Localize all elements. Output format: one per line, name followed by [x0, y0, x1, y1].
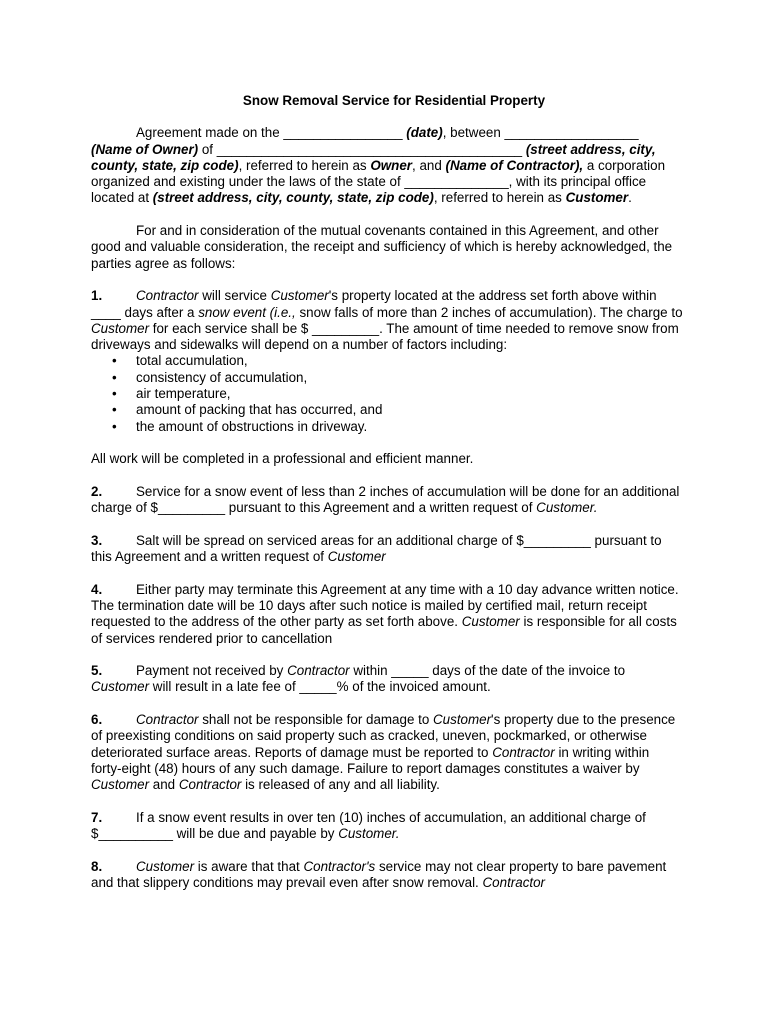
- text: shall not be responsible for damage to: [198, 711, 433, 727]
- term: Contractor: [136, 711, 199, 727]
- section-6: [91, 712, 683, 793]
- text: Service for a snow event of less than 2 inches of accumulation will be done for an additional charge of $_________ pursuant to this Agreement and a written request of: [91, 483, 680, 516]
- text: , referred to herein as: [433, 190, 566, 206]
- text: 's property due to the presence of preexisting conditions on said property such as cracked, uneven, pockmarked, or otherwise deteriorated surface areas. Reports of damage must be reported to: [91, 711, 676, 760]
- term: Contractor: [492, 744, 555, 760]
- term: snow event (i.e.,: [198, 304, 296, 320]
- text: snow falls of more than 2 inches of accumulation). The charge to: [295, 304, 683, 320]
- text: in writing within forty-eight (48) hours of any such damage. Failure to report damages constitutes a waiver by: [91, 744, 650, 776]
- customer-term: Customer: [565, 190, 629, 206]
- section-number: 8.: [91, 858, 103, 874]
- term: Contractor's: [303, 858, 376, 874]
- section-number: 4.: [91, 581, 103, 597]
- term: Customer: [433, 711, 492, 727]
- text: within _____ days of the date of the invoice to: [349, 663, 626, 679]
- term: Customer: [461, 614, 520, 630]
- text: Payment not received by: [136, 663, 288, 679]
- term: Customer: [91, 320, 150, 336]
- text: is released of any and all liability.: [241, 777, 440, 793]
- date-placeholder: (date): [406, 125, 443, 141]
- text: , referred to herein as: [238, 157, 371, 173]
- text: is aware that that: [194, 858, 304, 874]
- section-4: [91, 582, 683, 647]
- text: .: [628, 190, 632, 206]
- term: Customer: [91, 777, 150, 793]
- list-item: • amount of packing that has occurred, and: [91, 402, 683, 418]
- text: , between __________________: [442, 125, 639, 141]
- document-title: Snow Removal Service for Residential Property: [242, 93, 546, 108]
- owner-address-placeholder: (street address, city, county, state, zip code): [91, 141, 656, 173]
- contractor-address-placeholder: (street address, city, county, state, zip code): [152, 190, 434, 206]
- text: will result in a late fee of _____% of the invoiced amount.: [149, 679, 491, 695]
- term: Contractor: [136, 288, 199, 304]
- text: Agreement made on the ________________: [136, 125, 407, 141]
- text: Salt will be spread on serviced areas for an additional charge of $_________ pursuant to this Agreement and a written request of: [91, 532, 662, 565]
- term: Customer: [270, 288, 329, 304]
- section-number: 5.: [91, 663, 103, 679]
- section-number: 3.: [91, 532, 103, 548]
- section-3: [91, 533, 683, 566]
- term: Customer: [91, 679, 150, 695]
- list-item: • total accumulation,: [91, 353, 683, 369]
- intro-paragraph: [91, 125, 683, 206]
- term: Customer: [136, 858, 195, 874]
- text: , and: [412, 157, 446, 173]
- text: for each service shall be $ _________. The amount of time needed to remove snow from driveways and sidewalks will depend on a number of factors including:: [91, 320, 679, 353]
- section-number: 6.: [91, 711, 103, 727]
- section-number: 7.: [91, 809, 103, 825]
- text: Either party may terminate this Agreement at any time with a 10 day advance written notice. The termination date will be 10 days after such notice is mailed by certified mail, return receipt requested to the address of the other party as set forth above.: [91, 581, 679, 630]
- list-item: • air temperature,: [91, 386, 683, 402]
- text: is responsible for all costs of services rendered prior to cancellation: [91, 614, 677, 646]
- text: service may not clear property to bare pavement and that slippery conditions may prevail even after snow removal.: [91, 858, 667, 890]
- term: Customer.: [536, 500, 598, 516]
- section-7: [91, 810, 683, 843]
- term: Customer: [327, 549, 386, 565]
- text: If a snow event results in over ten (10) inches of accumulation, an additional charge of $__________ will be due and payable by: [91, 809, 646, 842]
- factor-list: [91, 353, 683, 434]
- text: will service: [198, 288, 271, 304]
- section-5: [91, 663, 683, 696]
- text: and: [149, 777, 179, 793]
- term: Contractor: [287, 663, 350, 679]
- text: of _________________________________________: [198, 141, 526, 157]
- term: Customer.: [338, 826, 400, 842]
- list-item: • consistency of accumulation,: [91, 370, 683, 386]
- owner-term: Owner: [370, 157, 412, 173]
- section-2: [91, 484, 683, 517]
- text: 's property located at the address set forth above within ____ days after a: [91, 288, 657, 320]
- owner-name-placeholder: (Name of Owner): [91, 141, 199, 157]
- section-number: 1.: [91, 288, 103, 304]
- contractor-name-placeholder: (Name of Contractor),: [445, 157, 584, 173]
- section-number: 2.: [91, 483, 103, 499]
- text: a corporation organized and existing under the laws of the state of ______________, with its principal office located at: [91, 157, 666, 206]
- document-body: [91, 93, 683, 908]
- term: Contractor: [482, 874, 546, 890]
- list-item: • the amount of obstructions in driveway.: [91, 419, 683, 435]
- section-8: [91, 859, 683, 892]
- section-1: [91, 288, 683, 435]
- all-work-paragraph: All work will be completed in a professional and efficient manner.: [91, 451, 474, 467]
- term: Contractor: [178, 777, 242, 793]
- consideration-paragraph: For and in consideration of the mutual covenants contained in this Agreement, and other good and valuable consideration, the receipt and sufficiency of which is hereby acknowledged, the parties agree as follows:: [91, 223, 673, 271]
